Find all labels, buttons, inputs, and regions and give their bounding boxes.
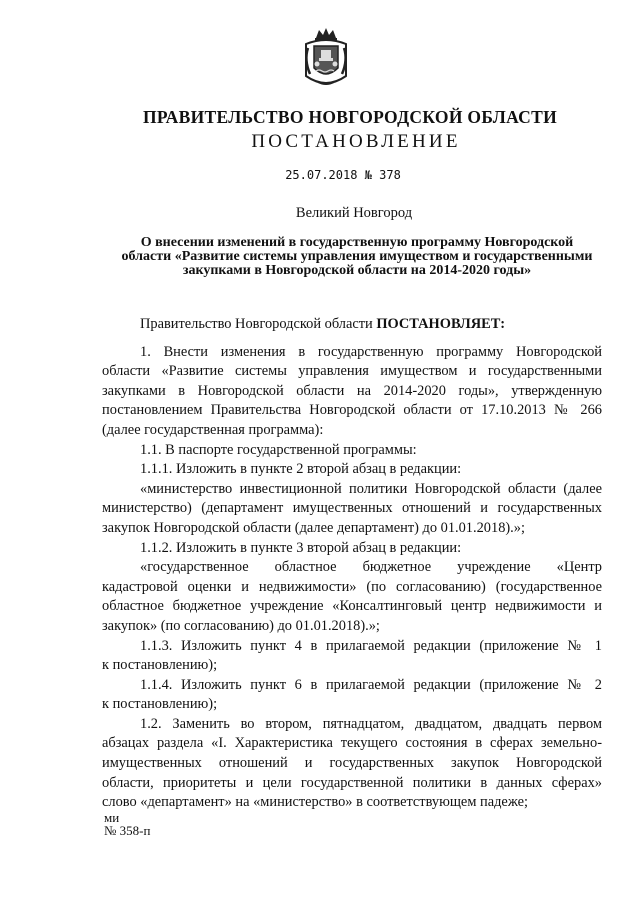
paragraph-1-1-2 (102, 539, 602, 559)
paragraph-1-2 (102, 715, 602, 813)
quote-2 (102, 558, 602, 636)
government-title: ПРАВИТЕЛЬСТВО НОВГОРОДСКОЙ ОБЛАСТИ (143, 107, 557, 127)
subject-line: области «Развитие системы управления имуществом и государственными (121, 249, 593, 264)
paragraph-1-1 (102, 441, 602, 461)
text-line: 1.1.4. Изложить пункт 6 в прилагаемой редакции (приложение № 2 (140, 676, 602, 693)
text-line: (далее государственная программа): (102, 421, 324, 438)
text-line: 1. Внести изменения в государственную программу Новгородской (140, 343, 602, 360)
text-line: «министерство инвестиционной политики Новгородской области (далее (140, 480, 602, 497)
text-line: закупками в Новгородской области на 2014-2020 годы», утвержденную (102, 382, 602, 399)
coat-of-arms-icon (300, 26, 352, 92)
text-line: закупок Новгородской области (далее департамент) до 01.01.2018).»; (102, 519, 525, 536)
footer-code (104, 811, 150, 837)
preamble (102, 315, 602, 335)
text-line: 1.1.1. Изложить в пункте 2 второй абзац в редакции: (140, 461, 462, 478)
text-line: кадастровой оценки и недвижимости» (по согласованию) (государственное (102, 578, 602, 595)
paragraph-1 (102, 343, 602, 441)
text-line: областное бюджетное учреждение «Консалтинговый центр недвижимости и (102, 598, 602, 615)
quote-1 (102, 480, 602, 539)
subject-line: закупками в Новгородской области на 2014-2020 годы» (182, 263, 532, 278)
text-line: к постановлению); (102, 696, 218, 713)
text-line: абзацах раздела «I. Характеристика текущего состояния в сферах земельно- (102, 735, 602, 752)
subject-line: О внесении изменений в государственную программу Новгородской (140, 235, 574, 250)
text-line: области «Развитие системы управления имуществом и государственными (102, 363, 602, 380)
document-body (102, 315, 602, 813)
document-subject (102, 236, 612, 278)
text-line: слово «департамент» на «министерство» в соответствующем падеже; (102, 794, 528, 811)
document-city: Великий Новгород (295, 205, 413, 221)
text-line: министерство) (департамент имущественных отношений и государственных (102, 500, 602, 517)
preamble-keyword: ПОСТАНОВЛЯЕТ: (376, 316, 506, 332)
footer-number: № 358-п (104, 823, 151, 838)
text-line: 1.2. Заменить во втором, пятнадцатом, двадцатом, двадцать первом (140, 715, 602, 732)
text-line: к постановлению); (102, 657, 218, 674)
text-line: закупок» (по согласованию) до 01.01.2018).»; (102, 617, 380, 634)
text-line: «государственное областное бюджетное учреждение «Центр (140, 559, 602, 576)
text-line: 1.1.2. Изложить в пункте 3 второй абзац в редакции: (140, 539, 462, 556)
paragraph-1-1-1 (102, 460, 602, 480)
preamble-text: Правительство Новгородской области (140, 316, 377, 332)
document-date-number: 25.07.2018 № 378 (285, 168, 401, 182)
document-type: ПОСТАНОВЛЕНИЕ (251, 131, 461, 152)
paragraph-1-1-4 (102, 676, 602, 715)
text-line: области, приоритеты и цели государственной политики в данных сферах» (102, 774, 602, 791)
text-line: 1.1.3. Изложить пункт 4 в прилагаемой редакции (приложение № 1 (140, 637, 602, 654)
text-line: имущественных отношений и государственных закупок Новгородской (102, 755, 602, 772)
text-line: 1.1. В паспорте государственной программы: (140, 441, 417, 458)
footer-initials: ми (104, 810, 120, 825)
text-line: постановлением Правительства Новгородской области от 17.10.2013 № 266 (102, 402, 602, 419)
paragraph-1-1-3 (102, 637, 602, 676)
